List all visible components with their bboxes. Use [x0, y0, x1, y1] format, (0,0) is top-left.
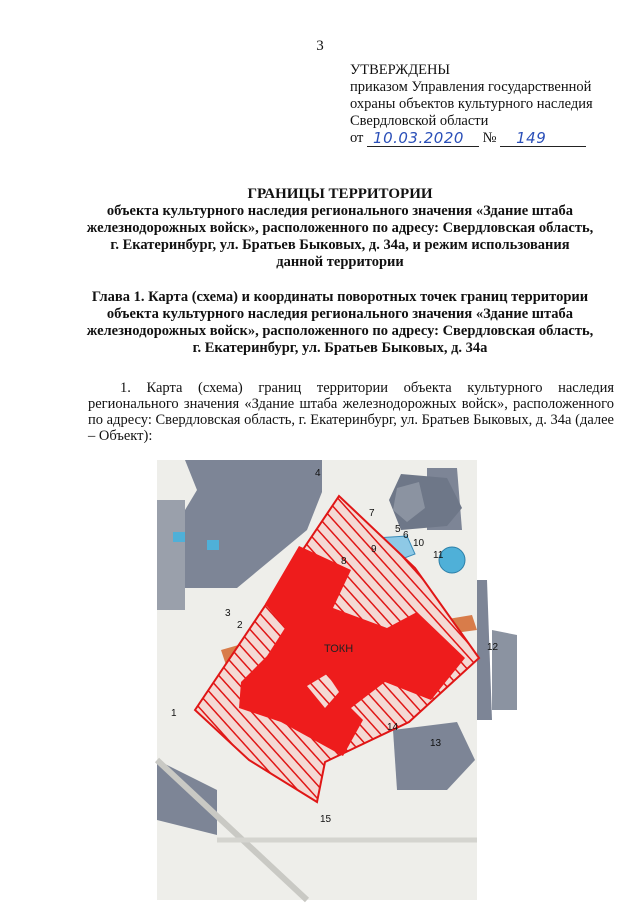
- chapter-line: г. Екатеринбург, ул. Братьев Быковых, д. 34а: [192, 340, 488, 356]
- document-title: [70, 186, 610, 271]
- point-label: 10: [413, 538, 425, 549]
- title-line: г. Екатеринбург, ул. Братьев Быковых, д. 34а, и режим использования: [110, 237, 570, 253]
- approval-line-3: Свердловской области: [350, 113, 489, 129]
- date-field: [367, 131, 479, 147]
- number-field: [500, 131, 586, 147]
- number-prefix: №: [482, 130, 497, 146]
- number-value: 149: [516, 129, 547, 147]
- title-heading: ГРАНИЦЫ ТЕРРИТОРИИ: [247, 186, 433, 202]
- approval-date-line: [350, 130, 640, 147]
- point-label: 13: [430, 738, 442, 749]
- water-feature: [173, 532, 185, 542]
- water-feature: [207, 540, 219, 550]
- chapter-line: железнодорожных войск», расположенного по адресу: Свердловская область,: [86, 323, 594, 339]
- point-label: 6: [403, 530, 409, 541]
- title-line: данной территории: [276, 254, 404, 270]
- point-label: 12: [487, 642, 499, 653]
- paragraph-number: 1.: [120, 380, 131, 396]
- paragraph-1: [88, 380, 614, 444]
- chapter-line: Глава 1. Карта (схема) и координаты поворотных точек границ территории: [91, 289, 589, 305]
- point-label: 9: [371, 544, 377, 555]
- approval-line-1: приказом Управления государственной: [350, 79, 592, 95]
- approval-heading: УТВЕРЖДЕНЫ: [350, 62, 451, 78]
- boundary-map: [157, 460, 499, 900]
- approval-stamp: [350, 62, 640, 147]
- point-label: 15: [320, 814, 332, 825]
- surrounding-building: [157, 500, 185, 610]
- date-value: 10.03.2020: [373, 129, 464, 147]
- point-label: 4: [315, 468, 321, 479]
- title-line: объекта культурного наследия регионального значения «Здание штаба: [106, 203, 574, 219]
- point-label: 2: [237, 620, 243, 631]
- point-label: 14: [387, 722, 399, 733]
- point-label: 7: [369, 508, 375, 519]
- point-label: 11: [433, 550, 444, 561]
- approval-line-2: охраны объектов культурного наследия: [350, 96, 593, 112]
- point-label: 3: [225, 608, 231, 619]
- point-label: 5: [395, 524, 401, 535]
- object-label: ТОКН: [324, 643, 354, 655]
- paragraph-text: Карта (схема) границ территории объекта культурного наследия регионального значения «Здание штаба железнодорожных войск», расположенного по адресу: Свердловская область, г. Екатеринбург, ул. Братьев Быковых, д. 34а (далее – Объект):: [88, 380, 615, 444]
- point-label: 1: [171, 708, 177, 719]
- date-prefix: от: [350, 130, 364, 146]
- page-number: 3: [316, 38, 324, 54]
- chapter-heading: [70, 289, 610, 357]
- chapter-line: объекта культурного наследия регионального значения «Здание штаба: [106, 306, 574, 322]
- point-label: 8: [341, 556, 347, 567]
- title-line: железнодорожных войск», расположенного по адресу: Свердловская область,: [86, 220, 594, 236]
